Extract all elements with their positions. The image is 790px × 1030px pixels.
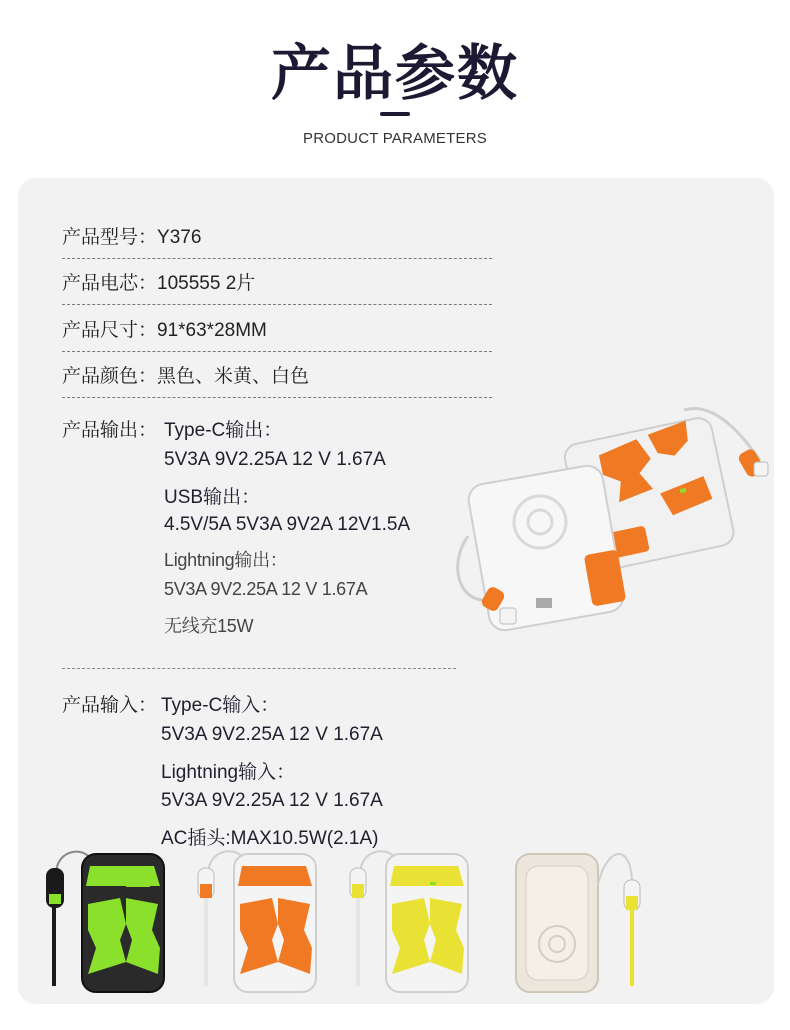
divider	[62, 668, 456, 669]
spec-label: 产品颜色：	[62, 365, 158, 387]
spec-value: 105555 2片	[157, 273, 256, 294]
input-line: 5V3A 9V2.25A 12 V 1.67A	[161, 724, 383, 745]
input-line: Lightning输入：	[161, 762, 296, 783]
input-line: AC插头:MAX10.5W(2.1A)	[161, 828, 379, 849]
divider	[62, 397, 492, 398]
page-subtitle: PRODUCT PARAMETERS	[303, 130, 487, 147]
power-bank-beige-icon	[516, 854, 640, 992]
spec-label: 产品尺寸：	[62, 319, 158, 341]
spec-row-model	[62, 222, 201, 249]
title-underline	[380, 112, 410, 116]
output-line: 5V3A 9V2.25A 12 V 1.67A	[164, 449, 386, 470]
color-variants-icon	[42, 844, 774, 1004]
power-bank-black-green-icon	[46, 852, 164, 992]
spec-value: 91*63*28MM	[157, 320, 267, 341]
spec-value: 黑色、米黄、白色	[157, 366, 310, 387]
spec-row-size	[62, 315, 267, 342]
output-line: 无线充15W	[164, 616, 254, 636]
input-label: 产品输入：	[62, 694, 158, 716]
power-bank-hero-icon	[448, 404, 774, 650]
divider	[62, 351, 492, 352]
divider	[62, 258, 492, 259]
output-line: 4.5V/5A 5V3A 9V2A 12V1.5A	[164, 514, 411, 535]
page-title: 产品参数	[271, 39, 519, 109]
output-line: USB输出：	[164, 487, 261, 508]
divider	[62, 304, 492, 305]
output-line: Type-C输出：	[164, 420, 283, 441]
input-line: 5V3A 9V2.25A 12 V 1.67A	[161, 790, 383, 811]
spec-label: 产品型号：	[62, 226, 158, 248]
power-bank-front-icon	[458, 463, 627, 632]
spec-row-cells	[62, 268, 255, 295]
parameters-card	[18, 178, 774, 1004]
spec-value: Y376	[157, 227, 202, 248]
power-bank-white-yellow-icon	[350, 851, 468, 992]
input-line: Type-C输入：	[161, 695, 280, 716]
output-line: Lightning输出：	[164, 550, 288, 570]
spec-row-colors	[62, 361, 309, 388]
power-bank-white-orange-icon	[198, 851, 316, 992]
output-line: 5V3A 9V2.25A 12 V 1.67A	[164, 579, 368, 599]
spec-label: 产品电芯：	[62, 272, 158, 294]
output-label: 产品输出：	[62, 419, 158, 441]
